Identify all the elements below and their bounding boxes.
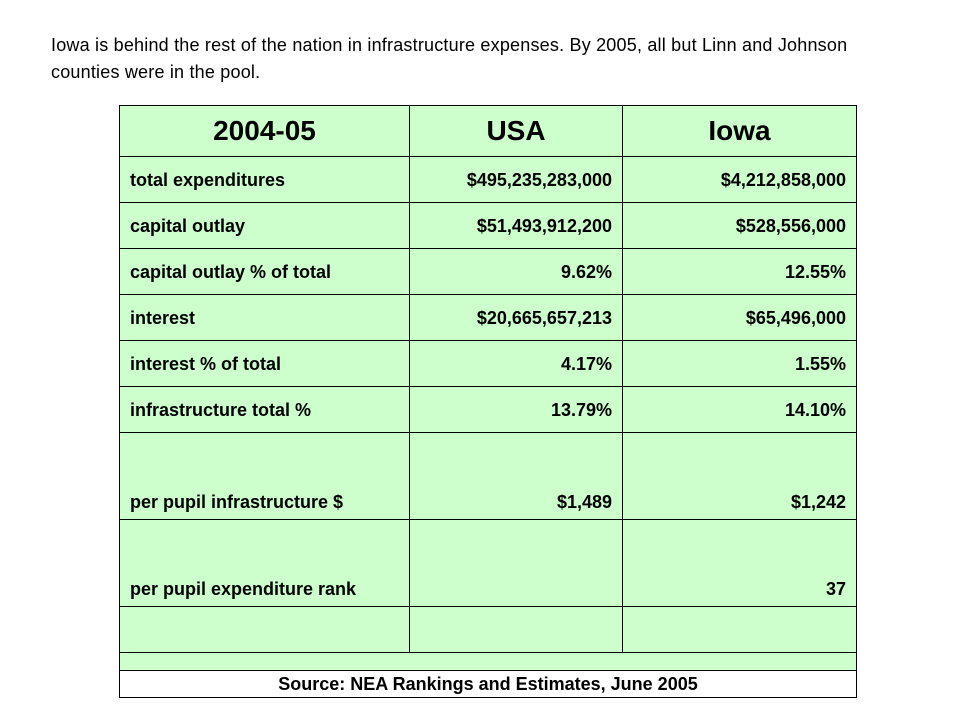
usa-value: $495,235,283,000	[410, 157, 623, 203]
table-row	[120, 520, 857, 607]
iowa-value: $65,496,000	[623, 295, 857, 341]
row-label: total expenditures	[120, 157, 410, 203]
table-row	[120, 433, 857, 520]
table-row	[120, 341, 857, 387]
header-iowa: Iowa	[623, 106, 857, 157]
iowa-value: 37	[623, 520, 857, 607]
empty-cell	[623, 607, 857, 653]
row-label: interest	[120, 295, 410, 341]
source-note: Source: NEA Rankings and Estimates, June 2005	[120, 671, 857, 698]
expenditure-table	[119, 105, 857, 698]
header-usa: USA	[410, 106, 623, 157]
usa-value: $20,665,657,213	[410, 295, 623, 341]
intro-text: Iowa is behind the rest of the nation in infrastructure expenses. By 2005, all but Linn and Johnson counties were in the pool.	[51, 35, 848, 82]
iowa-value: 12.55%	[623, 249, 857, 295]
row-label: per pupil expenditure rank	[120, 520, 410, 607]
spacer-row	[120, 653, 857, 671]
row-label: infrastructure total %	[120, 387, 410, 433]
iowa-value: $1,242	[623, 433, 857, 520]
iowa-value: $528,556,000	[623, 203, 857, 249]
empty-cell	[410, 607, 623, 653]
table-row	[120, 203, 857, 249]
table-header-row	[120, 106, 857, 157]
row-label: capital outlay	[120, 203, 410, 249]
empty-row	[120, 607, 857, 653]
iowa-value: 14.10%	[623, 387, 857, 433]
table-row	[120, 295, 857, 341]
header-year: 2004-05	[120, 106, 410, 157]
table-row	[120, 387, 857, 433]
empty-cell	[120, 607, 410, 653]
table-row	[120, 249, 857, 295]
row-label: per pupil infrastructure $	[120, 433, 410, 520]
usa-value	[410, 520, 623, 607]
usa-value: 4.17%	[410, 341, 623, 387]
iowa-value: $4,212,858,000	[623, 157, 857, 203]
source-row	[120, 671, 857, 698]
usa-value: 9.62%	[410, 249, 623, 295]
usa-value: $51,493,912,200	[410, 203, 623, 249]
row-label: capital outlay % of total	[120, 249, 410, 295]
usa-value: $1,489	[410, 433, 623, 520]
table-row	[120, 157, 857, 203]
usa-value: 13.79%	[410, 387, 623, 433]
spacer-cell	[120, 653, 857, 671]
row-label: interest % of total	[120, 341, 410, 387]
iowa-value: 1.55%	[623, 341, 857, 387]
